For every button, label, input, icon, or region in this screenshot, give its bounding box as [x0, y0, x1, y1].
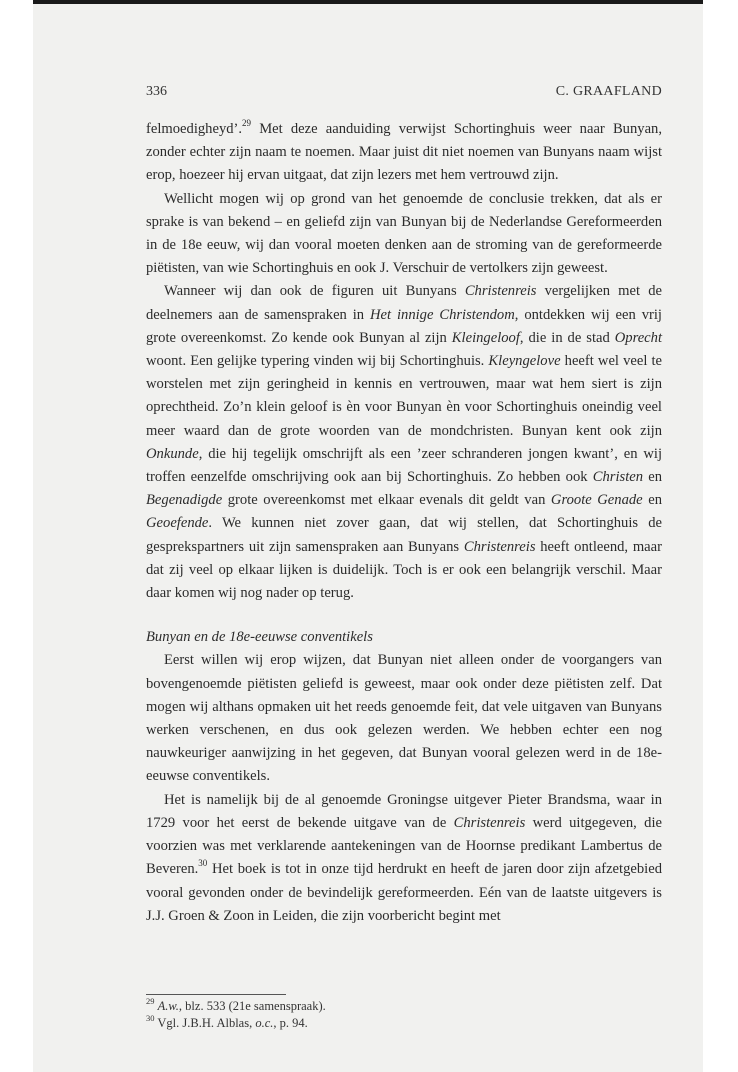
footnote-ref: 30: [198, 858, 208, 869]
text-run: Het is namelijk bij de al genoemde Groningse uitgever Pieter Brandsma, waar in 1729 voor het eerst de bekende uitgave van de: [146, 791, 662, 831]
paragraph: [146, 188, 662, 281]
italic-run: Christenreis: [453, 814, 526, 831]
italic-run: Het innige Christendom: [370, 306, 515, 323]
footnote-number: 30: [146, 1012, 155, 1023]
body-text: [146, 118, 662, 928]
footnote-number: 29: [146, 995, 155, 1006]
footnote: [146, 1012, 662, 1032]
text-run: Vgl. J.B.H. Alblas,: [157, 1016, 256, 1030]
italic-run: Bunyan en de 18e-eeuwse conventikels: [146, 629, 373, 646]
text-run: , ontdekken wij een vrij grote overeenkomst. Zo kende ook Bunyan al zijn: [146, 306, 662, 346]
italic-run: Kleyngelove: [488, 353, 561, 370]
text-run: , die hij tegelijk omschrijft als een ’zeer schranderen jongen kwant’, en wij troffen eenzelfde omschrijving ook aan bij Schortinghuis. Zo hebben ook: [146, 445, 662, 486]
text-run: werd uitgegeven, die voorzien was met verklarende aantekeningen van de Hoornse predikant Lambertus de Beveren.: [146, 814, 662, 878]
text-run: vergelijken met de deelnemers aan de samenspraken in: [146, 283, 662, 323]
text-run: woont. Een gelijke typering vinden wij bij Schortinghuis.: [146, 353, 489, 370]
text-run: . We kunnen niet zover gaan, dat wij stellen, dat Schortinghuis de gesprekspartners uit zijn samenspraken aan Bunyans: [146, 515, 662, 555]
section-heading: [146, 626, 662, 649]
footnote-ref: 29: [242, 118, 252, 129]
text-run: Met deze aanduiding verwijst Schortinghuis weer naar Bunyan, zonder echter zijn naam te noemen. Maar juist dit niet noemen van Bunyans naam wijst erop, hoezeer hij ervan uitgaat, dat zijn lezers met hem vertrouwd zijn.: [146, 121, 662, 184]
text-run: grote overeenkomst met elkaar evenals dit geldt van: [222, 492, 551, 509]
paragraph: [146, 649, 662, 788]
italic-run: Kleingeloof: [451, 329, 520, 346]
running-head-author: C. GRAAFLAND: [555, 84, 662, 99]
text-run: Wellicht mogen wij op grond van het genoemde de conclusie trekken, dat als er sprake is van bekend – en geliefd zijn van Bunyan bij de Nederlandse Gereformeerden in de 18e eeuw, wij dan vooral moeten denken aan de stroming van de gereformeerde piëtisten, van wie Schortinghuis en ook J. Verschuir de vertolkers zijn geweest.: [146, 190, 662, 277]
text-run: , die in de stad: [519, 329, 615, 346]
text-run: en: [642, 492, 662, 509]
italic-run: Groote Genade: [550, 492, 643, 509]
text-run: , p. 94.: [273, 1016, 308, 1030]
paragraph: [146, 118, 662, 188]
footnote: [146, 995, 662, 1015]
text-run: felmoedigheyd’.: [146, 121, 243, 137]
text-run: , blz. 533 (21e samenspraak).: [178, 999, 326, 1013]
italic-run: Geoefende: [146, 515, 209, 532]
page-number: 336: [146, 84, 167, 99]
text-run: heeft ontleend, maar dat zij veel op elkaar lijken is duidelijk. Toch is er ook een belangrijk verschil. Maar daar komen wij nog nader op terug.: [146, 538, 662, 602]
paragraph: [146, 789, 662, 928]
text-run: Wanneer wij dan ook de figuren uit Bunyans: [164, 283, 465, 300]
text-run: heeft wel veel te worstelen met zijn geringheid in kennis en vertrouwen, maar wat hem siert is zijn oprechtheid. Zo’n klein geloof is èn voor Bunyan èn voor Schortinghuis oneindig veel meer waard dan de grote woorden van de mondchristen. Bunyan kent ook zijn: [146, 353, 662, 439]
italic-run: o.c.: [255, 1016, 274, 1030]
footnotes: [146, 995, 662, 1032]
paragraph: [146, 280, 662, 605]
italic-run: Christenreis: [464, 283, 537, 300]
italic-run: Onkunde: [146, 445, 199, 462]
text-run: Eerst willen wij erop wijzen, dat Bunyan niet alleen onder de voorgangers van bovengenoemde piëtisten geliefd is geweest, maar ook onder deze piëtisten zelf. Dat mogen wij althans opmaken uit het reeds genoemde feit, dat vele uitgaven van Bunyans werken verschenen, en dus ook gelezen werden. We hebben echter een nog nauwkeuriger aanwijzing in het gegeven, dat Bunyan vooral gelezen werd in de 18e-eeuwse conventikels.: [146, 652, 662, 785]
italic-run: A.w.: [157, 999, 179, 1013]
italic-run: Begenadigde: [146, 492, 223, 509]
text-run: en: [643, 469, 662, 486]
italic-run: Christen: [592, 469, 644, 486]
italic-run: Oprecht: [614, 329, 663, 346]
footnote-rule: [146, 994, 286, 995]
italic-run: Christenreis: [463, 538, 536, 555]
text-run: Het boek is tot in onze tijd herdrukt en heeft de jaren door zijn afzetgebied vooral gevonden onder de bevindelijk gereformeerden. Eén van de laatste uitgevers is J.J. Groen & Zoon in Leiden, die zijn voorbericht begint met: [146, 861, 662, 924]
